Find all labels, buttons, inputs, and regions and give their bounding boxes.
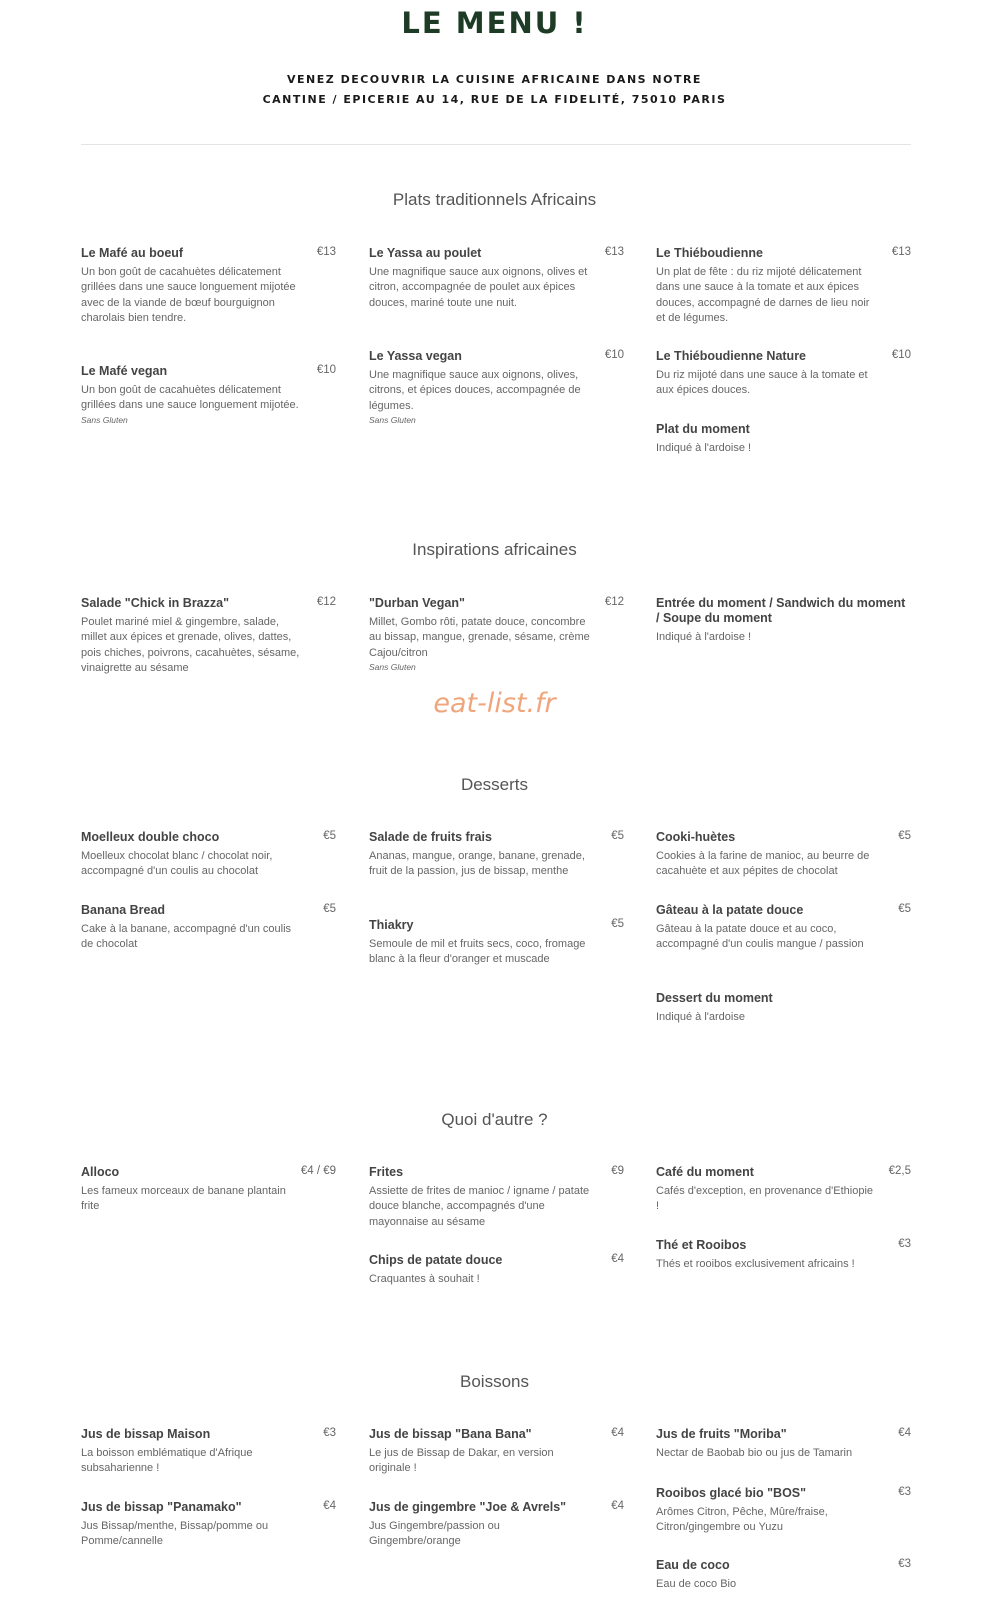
- menu-item: [656, 596, 911, 645]
- item-name: Le Thiéboudienne: [656, 246, 763, 260]
- item-description: Nectar de Baobab bio ou jus de Tamarin: [656, 1447, 853, 1459]
- menu-item: [81, 1165, 336, 1215]
- menu-item: [369, 246, 624, 311]
- item-note: Sans Gluten: [369, 661, 416, 672]
- menu-item: [656, 1486, 911, 1536]
- item-price: €4: [323, 1500, 336, 1512]
- item-description: Thés et rooibos exclusivement africains !: [656, 1258, 855, 1270]
- item-name: Entrée du moment / Sandwich du moment / Soupe du moment: [656, 596, 906, 625]
- page-subtitle: [0, 70, 989, 110]
- item-name: Gâteau à la patate douce: [656, 903, 804, 917]
- item-price: €5: [898, 830, 911, 842]
- subtitle-line-2: CANTINE / EPICERIE AU 14, RUE DE LA FIDELITÉ, 75010 PARIS: [262, 93, 727, 106]
- item-name: Jus de gingembre "Joe & Avrels": [369, 1500, 567, 1514]
- item-description: Craquantes à souhait !: [369, 1273, 480, 1285]
- menu-item: [656, 246, 911, 326]
- menu-item: [81, 830, 336, 880]
- item-price: €5: [611, 918, 624, 930]
- subtitle-line-1: VENEZ DECOUVRIR LA CUISINE AFRICAINE DANS NOTRE: [287, 73, 702, 86]
- item-name: Salade "Chick in Brazza": [81, 596, 230, 610]
- item-name: Jus de bissap "Panamako": [81, 1500, 242, 1514]
- item-name: Jus de bissap "Bana Bana": [369, 1427, 532, 1441]
- item-name: Le Thiéboudienne Nature: [656, 349, 807, 363]
- item-price: €12: [604, 596, 624, 608]
- menu-item: [656, 1238, 911, 1272]
- item-name: Le Yassa vegan: [369, 349, 462, 363]
- item-name: Moelleux double choco: [81, 830, 220, 844]
- item-price: €10: [604, 349, 624, 361]
- menu-item: [369, 1253, 624, 1287]
- menu-item: [81, 246, 336, 326]
- item-name: Banana Bread: [81, 903, 166, 917]
- item-name: Jus de fruits "Moriba": [656, 1427, 787, 1441]
- menu-item: [369, 1165, 624, 1230]
- menu-item: [369, 349, 624, 425]
- item-description: Semoule de mil et fruits secs, coco, fromage blanc à la fleur d'oranger et muscade: [369, 938, 586, 966]
- item-price: €5: [323, 903, 336, 915]
- item-description: Indiqué à l'ardoise !: [656, 631, 752, 643]
- menu-item: [369, 1500, 624, 1550]
- item-note: Sans Gluten: [369, 414, 416, 425]
- watermark-logo: eat-list.fr: [433, 688, 556, 719]
- item-name: Thé et Rooibos: [656, 1238, 747, 1252]
- item-description: Les fameux morceaux de banane plantain frite: [81, 1185, 286, 1213]
- menu-item: [81, 1500, 336, 1550]
- item-description: Arômes Citron, Pêche, Mûre/fraise, Citron/gingembre ou Yuzu: [656, 1506, 828, 1534]
- menu-item: [369, 596, 624, 672]
- menu-item: [81, 1427, 336, 1477]
- item-name: Rooibos glacé bio "BOS": [656, 1486, 807, 1500]
- item-price: €3: [898, 1558, 911, 1570]
- menu-item: [656, 1165, 911, 1215]
- item-price: €3: [898, 1238, 911, 1250]
- menu-item: [81, 364, 336, 425]
- item-description: Cafés d'exception, en provenance d'Ethiopie !: [656, 1185, 874, 1213]
- item-price: €4: [611, 1427, 624, 1439]
- item-description: Cookies à la farine de manioc, au beurre de cacahuète et aux pépites de chocolat: [656, 850, 870, 878]
- item-name: Jus de bissap Maison: [81, 1427, 211, 1441]
- menu-item: [81, 903, 336, 953]
- item-description: Poulet mariné miel & gingembre, salade, millet aux épices et grenade, olives, dattes, pois chiches, poivrons, cacahuètes, sésame, vinaigrette au sésame: [81, 616, 300, 674]
- menu-item: [81, 596, 336, 676]
- menu-item: [369, 918, 624, 968]
- menu-item: [369, 830, 624, 880]
- item-name: Café du moment: [656, 1165, 754, 1179]
- item-description: Un bon goût de cacahuètes délicatement grillées dans une sauce longuement mijotée.: [81, 384, 299, 412]
- item-description: Jus Bissap/menthe, Bissap/pomme ou Pomme/cannelle: [81, 1520, 269, 1548]
- menu-item: [656, 422, 911, 456]
- item-description: La boisson emblématique d'Afrique subsaharienne !: [81, 1447, 253, 1475]
- section-title-plats: Plats traditionnels Africains: [392, 190, 597, 209]
- item-price: €4: [611, 1253, 624, 1265]
- item-price: €10: [316, 364, 336, 376]
- item-name: Alloco: [81, 1165, 120, 1179]
- item-price: €9: [611, 1165, 624, 1177]
- item-price: €3: [898, 1486, 911, 1498]
- item-price: €4 / €9: [300, 1165, 336, 1177]
- header-divider: [81, 144, 911, 145]
- item-name: Le Mafé vegan: [81, 364, 168, 378]
- item-name: Le Yassa au poulet: [369, 246, 482, 260]
- item-price: €13: [891, 246, 911, 258]
- item-note: Sans Gluten: [81, 414, 128, 425]
- page-title: LE MENU !: [401, 6, 588, 40]
- section-title-inspirations: Inspirations africaines: [412, 540, 577, 559]
- menu-item: [656, 1427, 911, 1461]
- menu-item: [656, 349, 911, 399]
- menu-item: [369, 1427, 624, 1477]
- item-name: Chips de patate douce: [369, 1253, 503, 1267]
- item-description: Un plat de fête : du riz mijoté délicatement dans une sauce à la tomate et aux épices douces, accompagné de darnes de lieu noir et de légumes.: [656, 266, 870, 324]
- section-title-quoi-d-autre: Quoi d'autre ?: [441, 1110, 548, 1129]
- item-price: €10: [891, 349, 911, 361]
- item-price: €4: [898, 1427, 911, 1439]
- item-description: Ananas, mangue, orange, banane, grenade, fruit de la passion, jus de bissap, menthe: [369, 850, 585, 878]
- item-description: Moelleux chocolat blanc / chocolat noir, accompagné d'un coulis au chocolat: [81, 850, 273, 878]
- item-price: €4: [611, 1500, 624, 1512]
- menu-item: [656, 991, 911, 1025]
- item-description: Un bon goût de cacahuètes délicatement grillées dans une sauce longuement mijotée avec de la viande de bœuf bourguignon charolais bien tendre.: [81, 266, 296, 324]
- item-price: €5: [323, 830, 336, 842]
- item-description: Assiette de frites de manioc / igname / patate douce blanche, accompagnés d'une mayonnaise au sésame: [369, 1185, 590, 1228]
- item-name: Frites: [369, 1165, 404, 1179]
- item-description: Eau de coco Bio: [656, 1578, 737, 1590]
- item-name: Le Mafé au boeuf: [81, 246, 184, 260]
- item-description: Gâteau à la patate douce et au coco, accompagné d'un coulis mangue / passion: [656, 923, 864, 951]
- menu-item: [656, 1558, 911, 1592]
- item-description: Du riz mijoté dans une sauce à la tomate et aux épices douces.: [656, 369, 868, 397]
- item-name: Salade de fruits frais: [369, 830, 492, 844]
- item-price: €13: [604, 246, 624, 258]
- item-price: €5: [611, 830, 624, 842]
- item-name: Dessert du moment: [656, 991, 773, 1005]
- menu-item: [656, 903, 911, 953]
- item-name: "Durban Vegan": [369, 596, 465, 610]
- item-description: Une magnifique sauce aux oignons, olives, citrons, et épices douces, accompagnée de légumes.: [369, 369, 581, 412]
- item-price: €5: [898, 903, 911, 915]
- item-description: Millet, Gombo rôti, patate douce, concombre au bissap, mangue, grenade, sésame, crème Cajou/citron: [369, 616, 590, 659]
- item-description: Indiqué à l'ardoise: [656, 1011, 745, 1023]
- item-description: Cake à la banane, accompagné d'un coulis de chocolat: [81, 923, 292, 951]
- item-description: Le jus de Bissap de Dakar, en version originale !: [369, 1447, 554, 1475]
- item-price: €2,5: [888, 1165, 911, 1177]
- section-title-boissons: Boissons: [460, 1372, 529, 1391]
- item-price: €13: [316, 246, 336, 258]
- item-description: Jus Gingembre/passion ou Gingembre/orange: [369, 1520, 500, 1548]
- item-description: Une magnifique sauce aux oignons, olives et citron, accompagnée de poulet aux épices douces, mariné toute une nuit.: [369, 266, 588, 309]
- section-title-desserts: Desserts: [460, 775, 529, 794]
- item-description: Indiqué à l'ardoise !: [656, 442, 752, 454]
- item-price: €12: [316, 596, 336, 608]
- item-name: Eau de coco: [656, 1558, 730, 1572]
- item-name: Cooki-huètes: [656, 830, 736, 844]
- item-price: €3: [323, 1427, 336, 1439]
- menu-item: [656, 830, 911, 880]
- item-name: Thiakry: [369, 918, 414, 932]
- item-name: Plat du moment: [656, 422, 750, 436]
